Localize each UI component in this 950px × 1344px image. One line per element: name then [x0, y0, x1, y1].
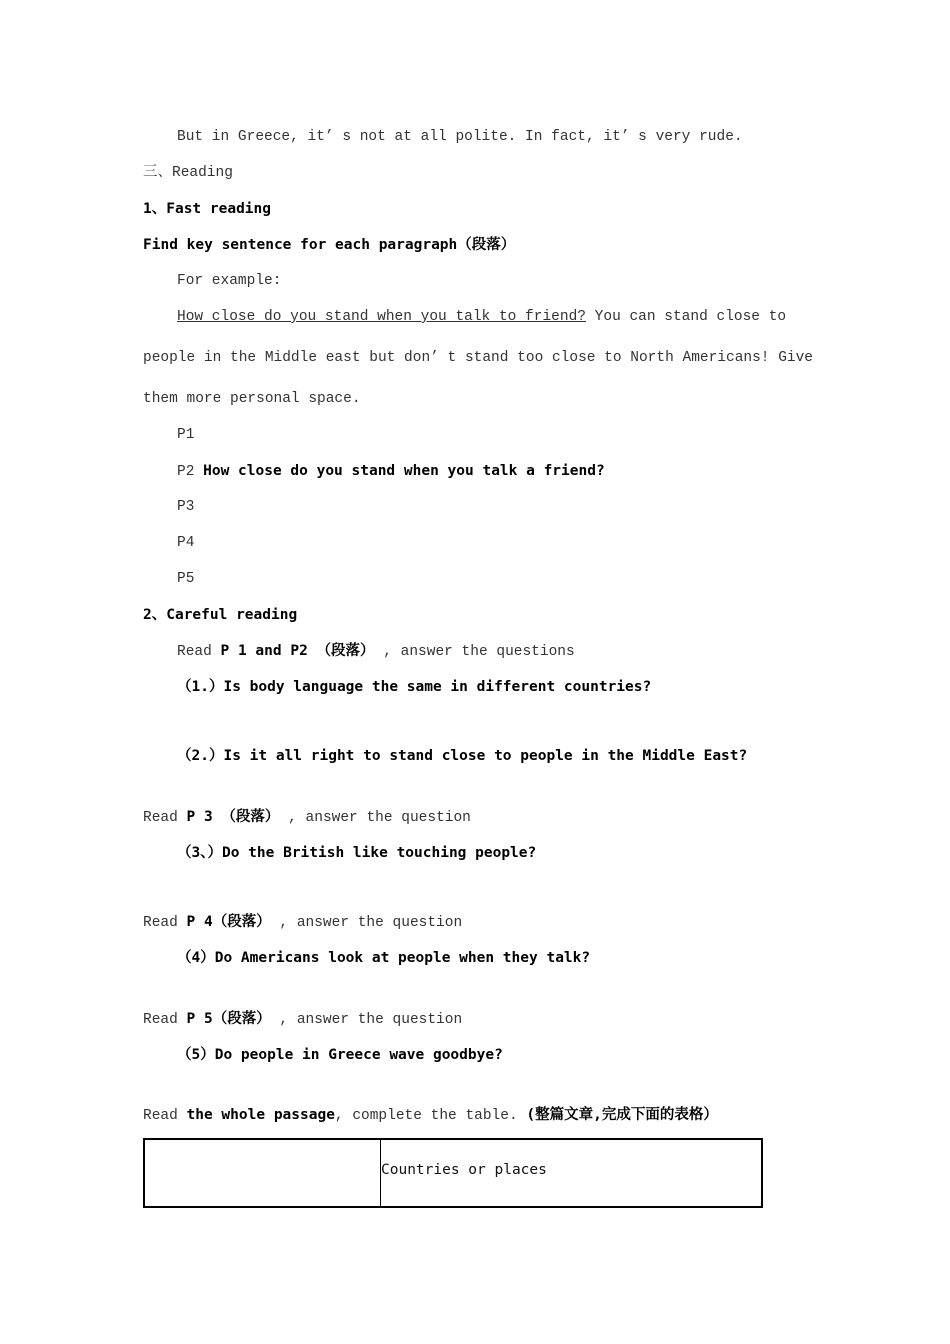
question-4: （4）Do Americans look at people when they talk? — [177, 950, 591, 966]
p2-key-sentence: How close do you stand when you talk a friend? — [203, 463, 605, 479]
paragraph-ref: P 5（段落） — [186, 1011, 271, 1027]
read-word: Read — [143, 1012, 187, 1028]
paragraph-ref: P 4（段落） — [186, 914, 271, 930]
find-key-sentence-instruction: Find key sentence for each paragraph（段落） — [143, 237, 516, 253]
question-5: （5）Do people in Greece wave goodbye? — [177, 1047, 503, 1063]
whole-passage-instruction — [143, 1106, 718, 1125]
read-word: Read — [143, 810, 187, 826]
whole-passage-text: the whole passage — [186, 1107, 335, 1123]
careful-reading-heading: 2、Careful reading — [143, 607, 298, 623]
paragraph-line-p2 — [177, 462, 605, 481]
greece-line: But in Greece, it’ s not at all polite. In fact, it’ s very rude. — [177, 129, 743, 145]
answer-table — [143, 1138, 763, 1208]
question-1: （1.）Is body language the same in different countries? — [177, 679, 652, 695]
example-line-2: people in the Middle east but don’ t stand too close to North Americans! Give — [143, 350, 814, 366]
example-rest: You can stand close to — [585, 309, 787, 325]
complete-table-instruction: , complete the table. — [334, 1108, 527, 1124]
answer-instruction: , answer the questions — [374, 644, 575, 660]
paragraph-label-p1: P1 — [177, 427, 195, 443]
paragraph-label-p2: P2 — [177, 464, 204, 480]
paragraph-label-p4: P4 — [177, 535, 195, 551]
read-word: Read — [143, 1108, 187, 1124]
paragraph-label-p3: P3 — [177, 499, 195, 515]
fast-reading-heading: 1、Fast reading — [143, 201, 271, 217]
example-line-1 — [177, 308, 786, 326]
paragraph-ref: P 3 （段落） — [186, 809, 280, 825]
paragraph-label-p5: P5 — [177, 571, 195, 587]
for-example-label: For example: — [177, 273, 282, 289]
answer-instruction: , answer the question — [270, 1012, 463, 1028]
read-p4-instruction — [143, 913, 462, 932]
read-p3-instruction — [143, 808, 471, 827]
read-p1-p2-instruction — [177, 642, 575, 661]
complete-table-chinese: (整篇文章,完成下面的表格） — [526, 1107, 718, 1123]
table-header-countries: Countries or places — [381, 1139, 763, 1207]
paragraph-ref: P 1 and P2 （段落） — [220, 643, 375, 659]
answer-instruction: , answer the question — [270, 915, 463, 931]
answer-instruction: , answer the question — [279, 810, 471, 826]
table-row — [144, 1139, 762, 1207]
read-word: Read — [143, 915, 187, 931]
question-3: （3、）Do the British like touching people? — [177, 845, 537, 861]
table-cell-blank — [144, 1139, 381, 1207]
section-reading-heading: 三、Reading — [143, 165, 233, 181]
example-key-question: How close do you stand when you talk to friend? — [177, 309, 586, 325]
example-line-3: them more personal space. — [143, 391, 361, 407]
question-2: （2.）Is it all right to stand close to people in the Middle East? — [177, 748, 748, 764]
read-word: Read — [177, 644, 221, 660]
read-p5-instruction — [143, 1010, 462, 1029]
